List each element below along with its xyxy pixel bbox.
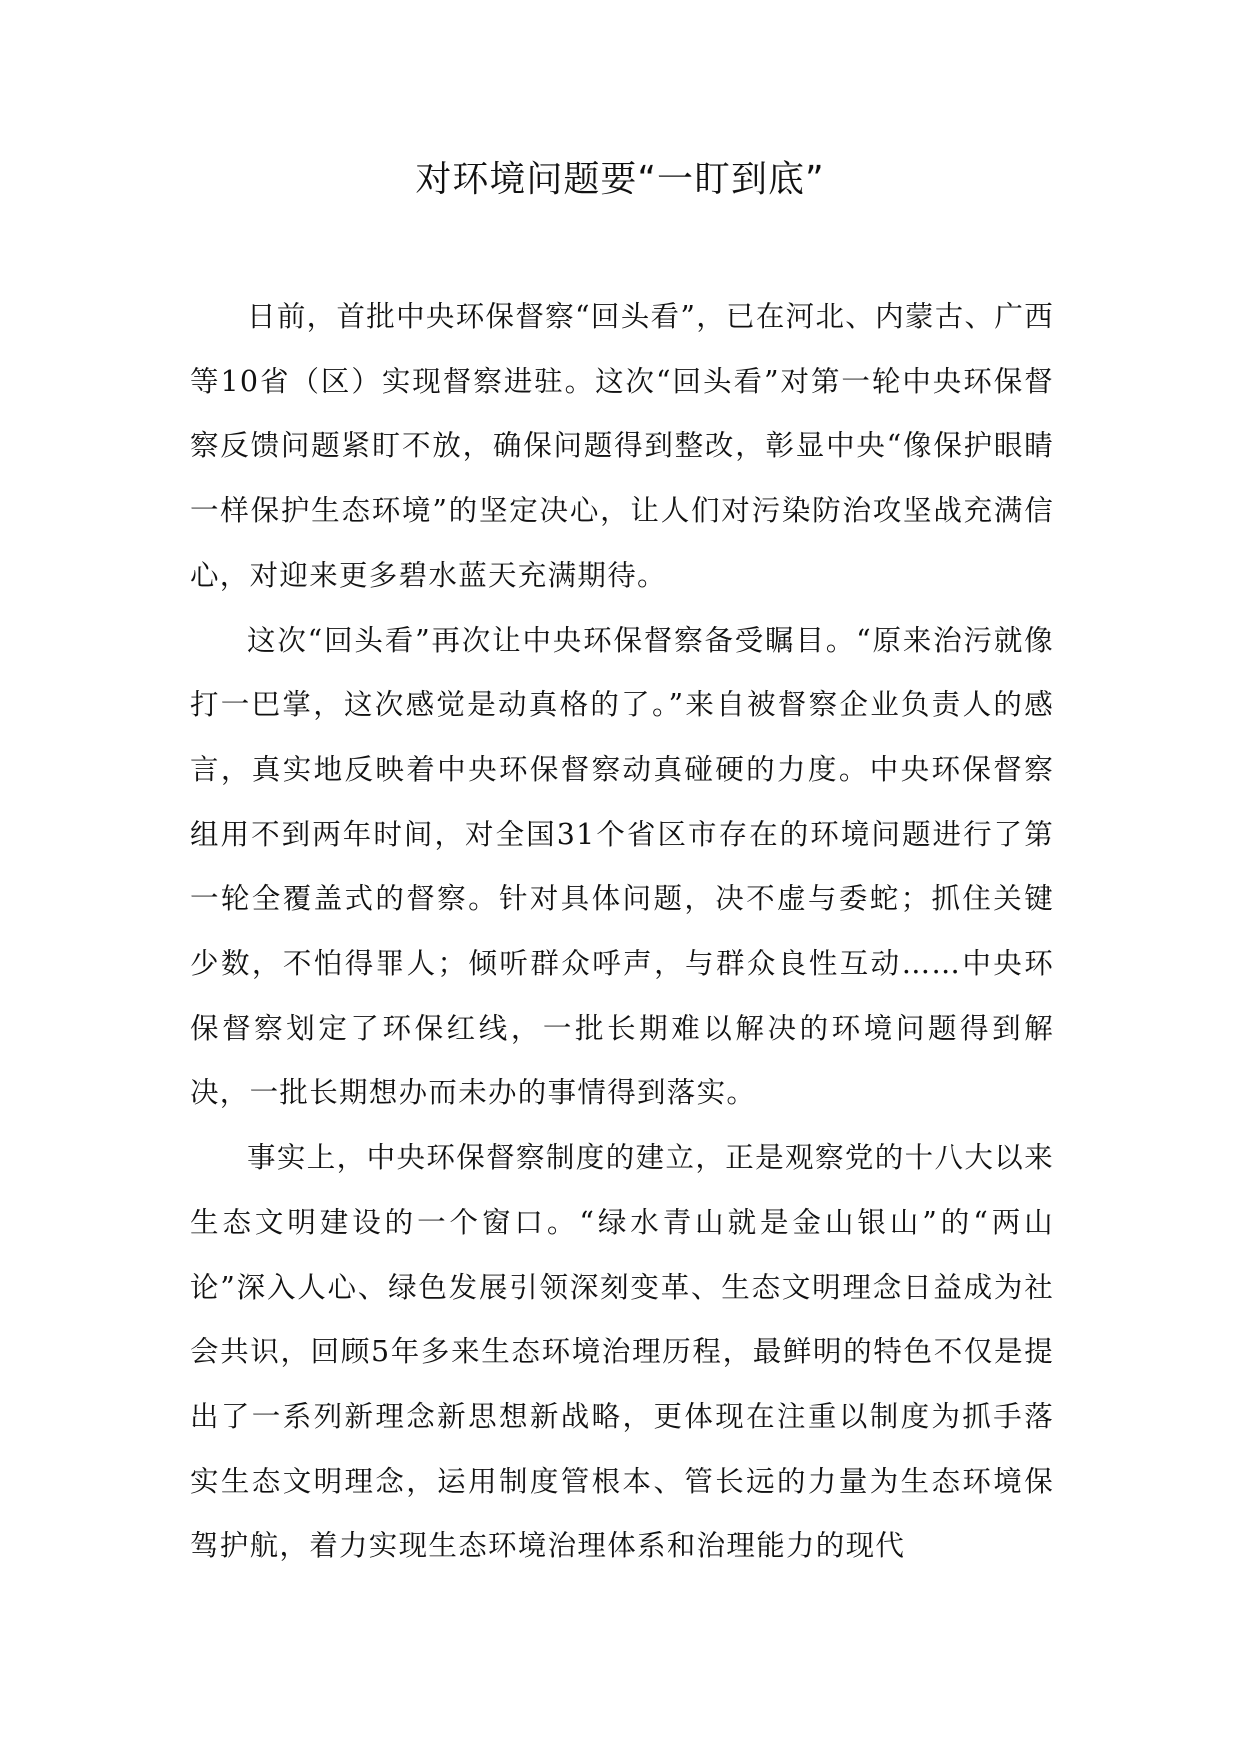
document-body — [190, 285, 1054, 1579]
document-title: 对环境问题要“一盯到底” — [415, 159, 825, 200]
paragraph-2: 这次“回头看”再次让中央环保督察备受瞩目。“原来治污就像打一巴掌，这次感觉是动真格的了。”来自被督察企业负责人的感言，真实地反映着中央环保督察动真碰硬的力度。中央环保督察组用不到两年时间，对全国31个省区市存在的环境问题进行了第一轮全覆盖式的督察。针对具体问题，决不虚与委蛇；抓住关键少数，不怕得罪人；倾听群众呼声，与群众良性互动……中央环保督察划定了环保红线，一批长期难以解决的环境问题得到解决，一批长期想办而未办的事情得到落实。 — [190, 623, 1054, 1110]
paragraph-3: 事实上，中央环保督察制度的建立，正是观察党的十八大以来生态文明建设的一个窗口。“绿水青山就是金山银山”的“两山论”深入人心、绿色发展引领深刻变革、生态文明理念日益成为社会共识，回顾5年多来生态环境治理历程，最鲜明的特色不仅是提出了一系列新理念新思想新战略，更体现在注重以制度为抓手落实生态文明理念，运用制度管根本、管长远的力量为生态环境保驾护航，着力实现生态环境治理体系和治理能力的现代 — [190, 1141, 1054, 1563]
paragraph-1: 日前，首批中央环保督察“回头看”，已在河北、内蒙古、广西等10省（区）实现督察进驻。这次“回头看”对第一轮中央环保督察反馈问题紧盯不放，确保问题得到整改，彰显中央“像保护眼睛一样保护生态环境”的坚定决心，让人们对污染防治攻坚战充满信心，对迎来更多碧水蓝天充满期待。 — [190, 300, 1054, 592]
